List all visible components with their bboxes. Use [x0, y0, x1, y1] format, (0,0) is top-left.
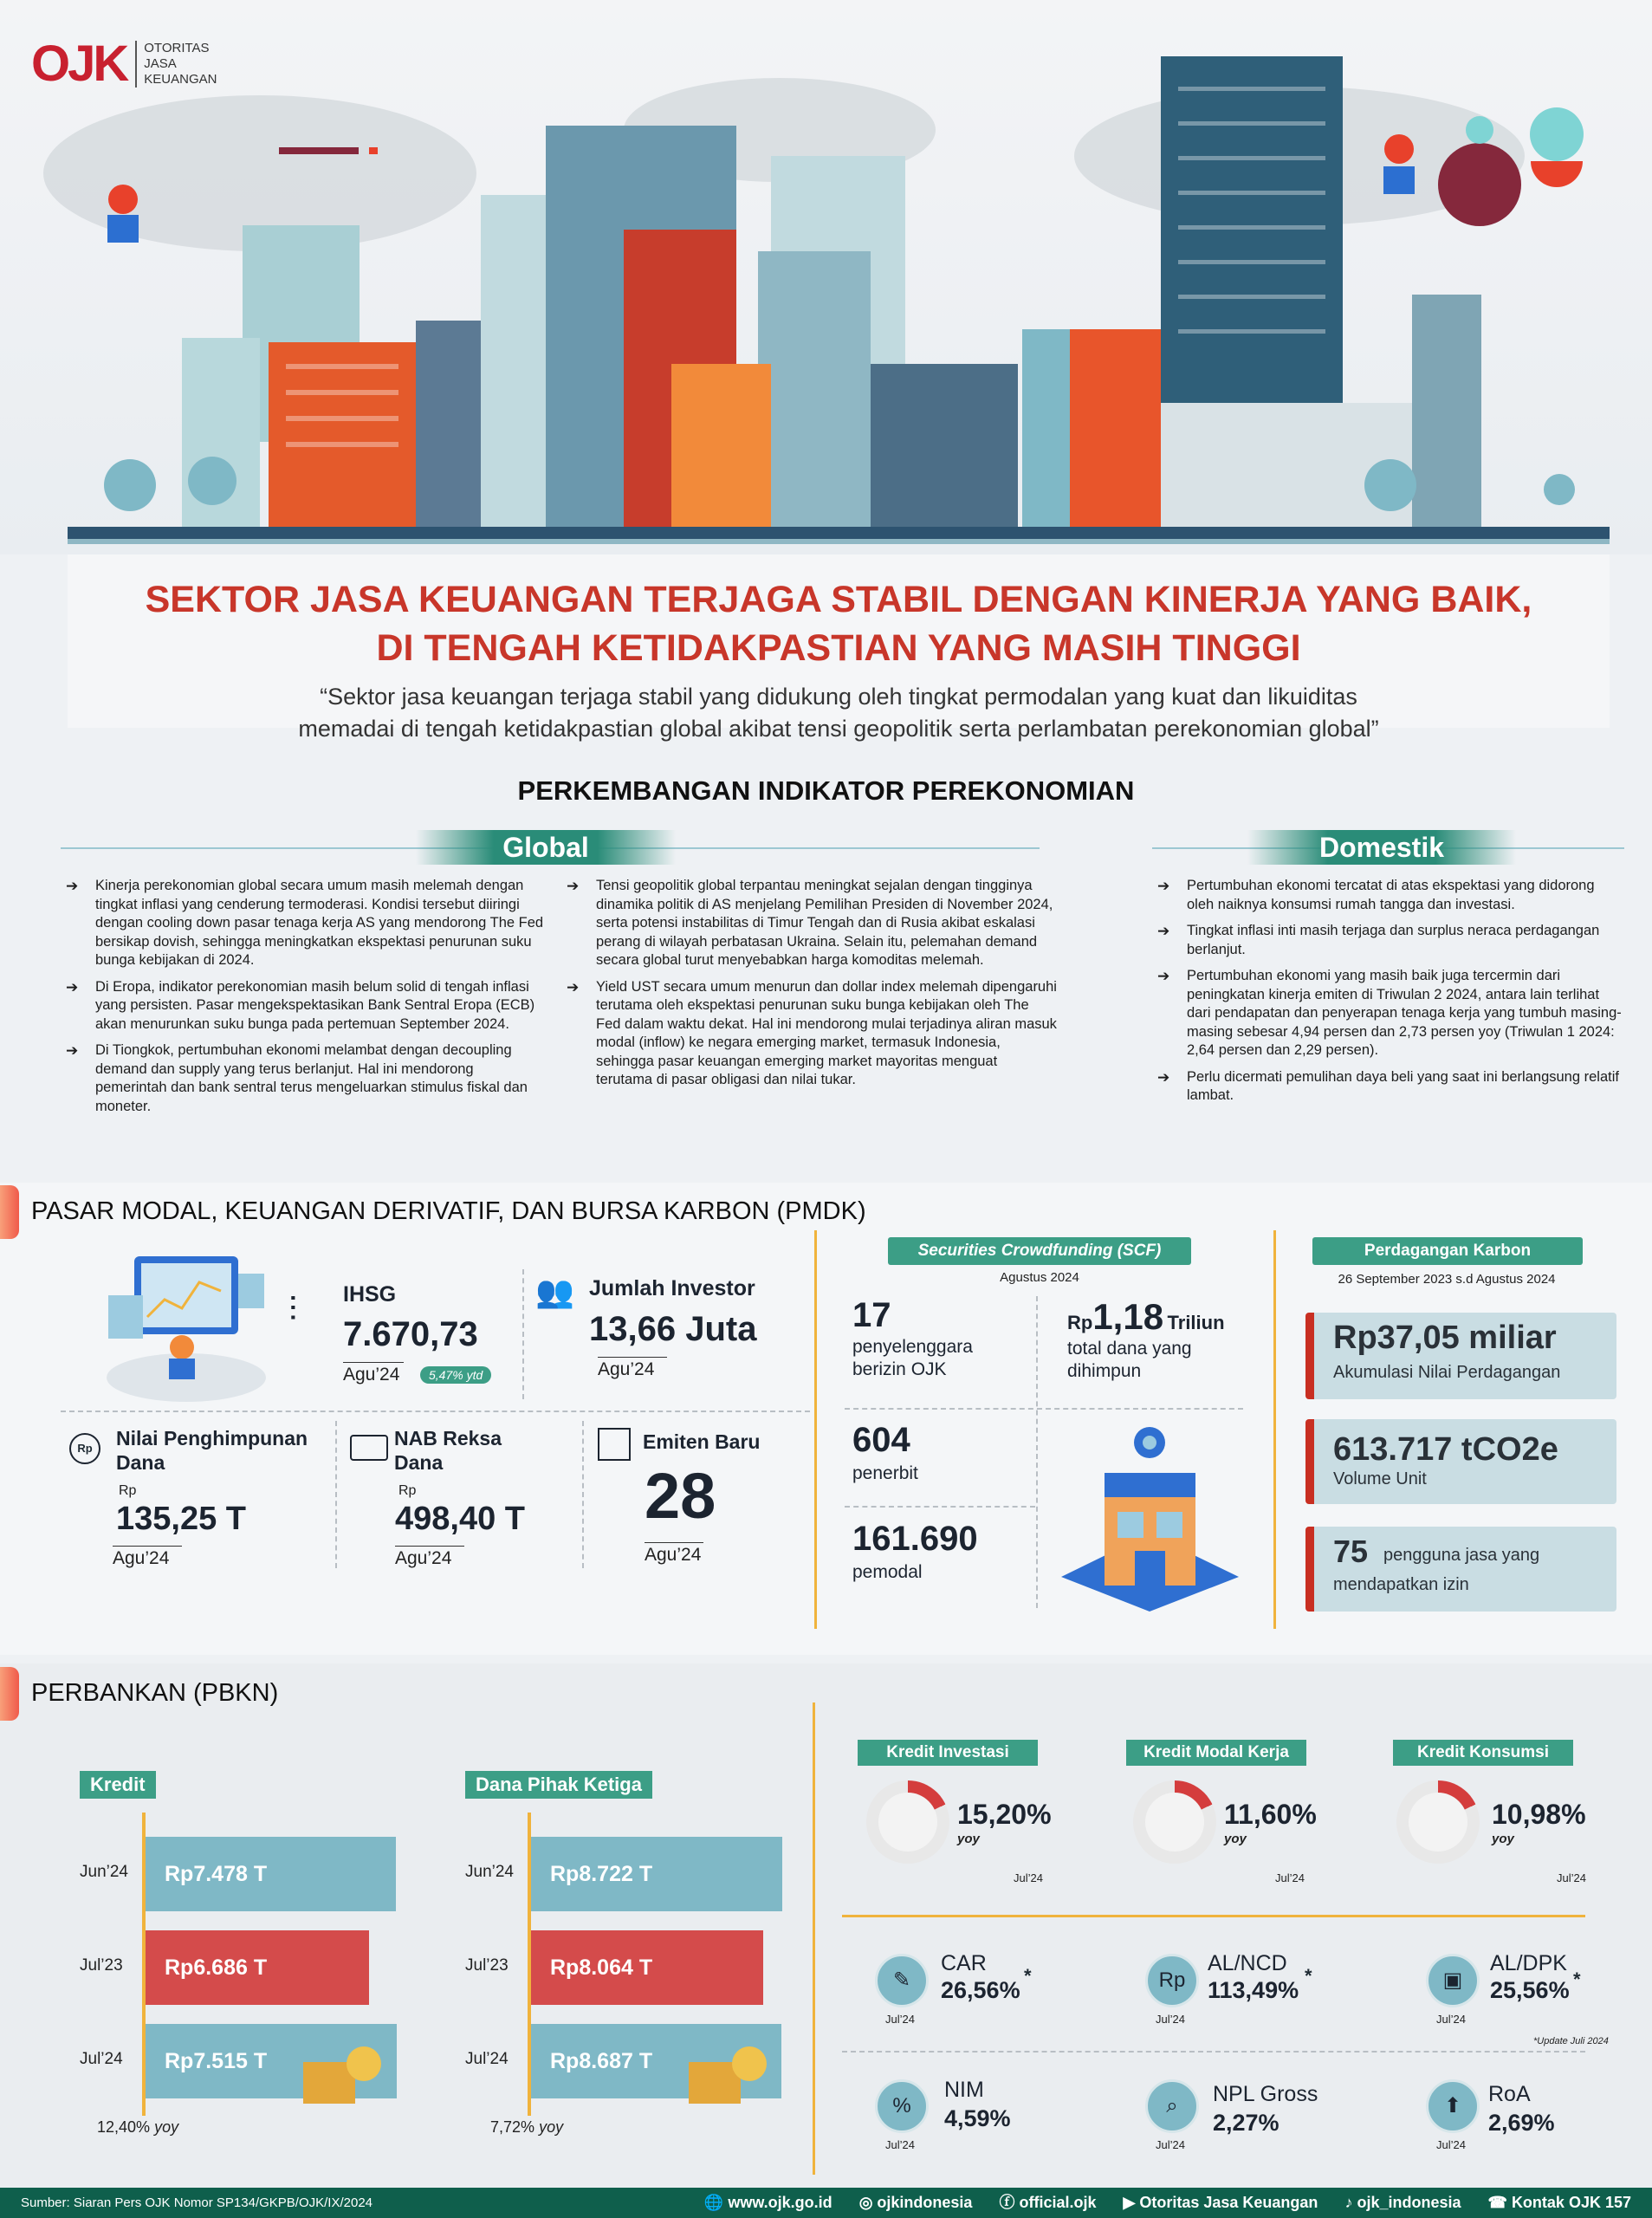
divider	[61, 1411, 810, 1412]
bullet-item: ➔ Yield UST secara umum menurun dan dollar index melemah dipengaruhi terutama oleh ekspektasi penurunan suku bunga kebijakan oleh The Fed dalam waktu dekat. Hal ini mendorong mulai terjadinya aliran masuk modal (inflow) ke negara emerging market, termasuk Indonesia, sehingga pasar keuangan emerging market mayoritas menguat terutama di pasar obligasi dan nilai tukar.	[563, 978, 1057, 1090]
update-note: *Update Juli 2024	[1533, 2036, 1609, 2046]
nim-label: NIM	[944, 2078, 984, 2102]
emiten-label: Emiten Baru	[643, 1430, 761, 1453]
penghimpunan-rp: Rp	[119, 1483, 137, 1498]
npl-gross-date: Jul’24	[1156, 2138, 1185, 2151]
scf-dana-desc: total dana yang dihimpun	[1067, 1339, 1192, 1381]
al-dpk-icon: ▣	[1426, 1954, 1480, 2007]
bullet-item: ➔ Tensi geopolitik global terpantau meningkat sejalan dengan tingginya dinamika politik di AS menjelang Pemilihan Presiden di November 2024, serta potensi instabilitas di Timur Tengah dan di Rusia akibat eskalasi perang di wilayah perbatasan Ukraina. Selain itu, pelemahan demand secara global turut menyebabkan harga komoditas melemah.	[563, 877, 1057, 970]
bullet-item: ➔ Perlu dicermati pemulihan daya beli yang saat ini berlangsung relatif lambat.	[1154, 1068, 1622, 1106]
scf-pemodal-num: 161.690	[852, 1520, 978, 1558]
page-title: SEKTOR JASA KEUANGAN TERJAGA STABIL DENGAN KINERJA YANG BAIK, DI TENGAH KETIDAKPASTIAN YANG MASIH TINGGI	[145, 579, 1532, 669]
tiktok-link[interactable]: ♪ ojk_indonesia	[1344, 2194, 1461, 2211]
scf-penyelenggara-num: 17	[852, 1296, 891, 1334]
npl-gross-label: NPL Gross	[1213, 2082, 1318, 2106]
dpk-bar: Rp8.722 T	[531, 1837, 782, 1911]
karbon-volume-card	[1305, 1419, 1616, 1504]
kredit-modal-kerja-value: 11,60%	[1224, 1799, 1317, 1830]
scf-pemodal-desc: pemodal	[852, 1562, 923, 1582]
penghimpunan-date: Agu’24	[113, 1546, 182, 1569]
global-column-2	[563, 877, 1057, 1098]
dpk-bar: Rp8.687 T	[531, 2024, 781, 2098]
nim-icon: %	[875, 2079, 929, 2133]
global-label: Global	[416, 830, 676, 865]
scf-dana: Rp1,18 Triliun	[1067, 1296, 1225, 1337]
bullet-item: ➔ Kinerja perekonomian global secara umum masih melemah dengan tingkat inflasi yang cenderung termoderasi. Kondisi tersebut diiringi dengan cooling down pasar tenaga kerja AS yang mendorong The Fed bersikap dovish, sehingga meningkatkan ekspektasi penurunan suku bunga kebijakan di 2024.	[62, 877, 547, 970]
candlestick-icon: ⫶	[288, 1291, 297, 1329]
penghimpunan-value: 135,25 T	[116, 1501, 246, 1537]
kredit-modal-kerja-date: Jul’24	[1275, 1871, 1305, 1884]
car-footnote-star: *	[1024, 1965, 1032, 1987]
nab-label: NAB Reksa Dana	[394, 1427, 502, 1474]
kredit-investasi-date: Jul’24	[1014, 1871, 1043, 1884]
roa-date: Jul’24	[1436, 2138, 1466, 2151]
ihsg-ytd-badge: 5,47% ytd	[420, 1366, 491, 1384]
divider	[1036, 1296, 1038, 1608]
ojk-logo-text: OTORITAS JASA KEUANGAN	[135, 41, 217, 88]
ojk-logo	[31, 35, 217, 93]
kredit-konsumsi-donut	[1396, 1780, 1480, 1864]
kredit-konsumsi-value: 10,98%	[1492, 1799, 1586, 1830]
investor-dashboard-illustration	[100, 1248, 269, 1404]
al-dpk-date: Jul’24	[1436, 2013, 1466, 2026]
headline-quote: “Sektor jasa keuangan terjaga stabil yang didukung oleh tingkat permodalan yang kuat dan likuiditas memadai di tengah ketidakpastian global akibat tensi geopolitik serta perlambatan perekonomian global”	[298, 684, 1379, 742]
karbon-pengguna-card	[1305, 1527, 1616, 1612]
gold-divider	[842, 1915, 1585, 1917]
npl-gross-value: 2,27%	[1213, 2110, 1279, 2136]
kredit-modal-kerja-yoy: yoy	[1224, 1832, 1247, 1846]
al-ncd-value: 113,49%	[1208, 1977, 1299, 2003]
penghimpunan-label: Nilai Penghimpunan Dana	[116, 1427, 308, 1474]
ihsg-date: Agu’24	[343, 1362, 404, 1385]
kredit-investasi-yoy: yoy	[957, 1832, 980, 1846]
bullet-item: ➔ Pertumbuhan ekonomi tercatat di atas ekspektasi yang didorong oleh naiknya konsumsi rumah tangga dan investasi.	[1154, 877, 1622, 914]
nab-value: 498,40 T	[395, 1501, 525, 1537]
gold-divider	[814, 1230, 817, 1629]
al-ncd-label: AL/NCD	[1208, 1951, 1287, 1975]
karbon-volume-value: 613.717 tCO2e	[1333, 1431, 1558, 1468]
kredit-yoy: 12,40% yoy	[97, 2118, 179, 2136]
dpk-period-label: Jul’23	[465, 1956, 509, 1975]
kredit-tag: Kredit	[80, 1771, 156, 1799]
al-dpk-label: AL/DPK	[1490, 1951, 1567, 1975]
divider	[842, 2051, 1585, 2053]
divider	[845, 1408, 1243, 1410]
karbon-volume-desc: Volume Unit	[1333, 1469, 1427, 1488]
gold-divider	[813, 1702, 815, 2175]
kredit-bar: Rp7.515 T	[146, 2024, 397, 2098]
roa-value: 2,69%	[1488, 2110, 1555, 2136]
divider	[522, 1269, 524, 1399]
kredit-period-label: Jul’24	[80, 2050, 123, 2068]
roa-icon: ⬆	[1426, 2079, 1480, 2133]
car-icon: ✎	[875, 1954, 929, 2007]
youtube-link[interactable]: ▶ Otoritas Jasa Keuangan	[1123, 2194, 1318, 2211]
al-dpk-footnote-star: *	[1573, 1968, 1581, 1990]
karbon-pengguna-desc1: pengguna jasa yang	[1383, 1546, 1540, 1565]
users-icon: 👥	[535, 1274, 574, 1309]
karbon-nilai-value: Rp37,05 miliar	[1333, 1320, 1557, 1356]
global-column-1	[62, 877, 547, 1124]
city-skyline-illustration	[0, 0, 1652, 554]
bullet-item: ➔ Di Tiongkok, pertumbuhan ekonomi melambat dengan decoupling demand dan supply yang terus berlanjut. Hal ini mendorong pemerintah dan bank sentral terus mengeluarkan stimulus fiskal dan moneter.	[62, 1041, 547, 1116]
cash-icon	[350, 1435, 388, 1461]
footer-bar	[0, 2188, 1652, 2218]
nim-date: Jul’24	[885, 2138, 915, 2151]
roa-label: RoA	[1488, 2082, 1531, 2106]
bullet-item: ➔ Tingkat inflasi inti masih terjaga dan surplus neraca perdagangan berlanjut.	[1154, 922, 1622, 959]
kredit-bar: Rp7.478 T	[146, 1837, 396, 1911]
kredit-modal-kerja-tag: Kredit Modal Kerja	[1126, 1740, 1306, 1766]
karbon-pengguna-desc2: mendapatkan izin	[1333, 1575, 1469, 1594]
dpk-tag: Dana Pihak Ketiga	[465, 1771, 652, 1799]
nab-rp: Rp	[398, 1483, 417, 1498]
scf-tag: Securities Crowdfunding (SCF)	[888, 1237, 1191, 1265]
coin-stack-illustration	[295, 2045, 390, 2105]
kredit-modal-kerja-donut	[1133, 1780, 1216, 1864]
source-note: Sumber: Siaran Pers OJK Nomor SP134/GKPB/OJK/IX/2024	[21, 2195, 373, 2210]
al-ncd-footnote-star: *	[1305, 1965, 1312, 1987]
car-value: 26,56%	[941, 1977, 1020, 2003]
indikator-heading: PERKEMBANGAN INDIKATOR PEREKONOMIAN	[517, 775, 1135, 806]
ihsg-label: IHSG	[343, 1282, 397, 1307]
car-label: CAR	[941, 1951, 987, 1975]
scf-penyelenggara-desc: penyelenggara berizin OJK	[852, 1337, 973, 1379]
contact-link[interactable]: ☎ Kontak OJK 157	[1487, 2194, 1631, 2211]
npl-gross-icon: ⌕	[1145, 2079, 1199, 2133]
website-link[interactable]: 🌐 www.ojk.go.id	[703, 2194, 832, 2211]
al-ncd-icon: Rp	[1145, 1954, 1199, 2007]
scf-penerbit-num: 604	[852, 1421, 910, 1459]
section-tab-marker	[0, 1667, 19, 1721]
kredit-konsumsi-yoy: yoy	[1492, 1832, 1514, 1846]
hero-illustration	[0, 0, 1652, 554]
domestik-column	[1154, 877, 1622, 1113]
ihsg-value: 7.670,73	[343, 1315, 478, 1353]
ojk-logo-mark: OJK	[31, 36, 127, 92]
karbon-nilai-card	[1305, 1313, 1616, 1399]
rupiah-coin-icon: Rp	[69, 1433, 100, 1464]
al-ncd-date: Jul’24	[1156, 2013, 1185, 2026]
scf-penerbit-desc: penerbit	[852, 1463, 918, 1483]
coin-stack-illustration	[680, 2045, 775, 2105]
nim-value: 4,59%	[944, 2105, 1011, 2131]
dpk-yoy: 7,72% yoy	[490, 2118, 564, 2136]
shop-building-illustration	[1053, 1421, 1247, 1616]
kredit-investasi-value: 15,20%	[957, 1799, 1052, 1830]
scf-period: Agustus 2024	[1000, 1270, 1079, 1285]
karbon-period: 26 September 2023 s.d Agustus 2024	[1338, 1272, 1556, 1287]
bullet-item: ➔ Pertumbuhan ekonomi yang masih baik juga tercermin dari peningkatan kinerja emiten di Triwulan 2 2024, antara lain terlihat dari pendapatan dan penyerapan tenaga kerja yang tumbuh masing-masing sebesar 4,94 persen dan 2,73 persen yoy (Triwulan 1 2024: 2,64 persen dan 2,29 persen).	[1154, 967, 1622, 1060]
al-dpk-value: 25,56%	[1490, 1977, 1570, 2003]
divider	[582, 1421, 584, 1568]
investor-label: Jumlah Investor	[589, 1276, 755, 1300]
investor-value: 13,66 Juta	[589, 1310, 757, 1348]
nab-date: Agu’24	[395, 1546, 464, 1569]
section-tab-marker	[0, 1185, 19, 1239]
karbon-pengguna-value: 75	[1333, 1534, 1369, 1569]
emiten-value: 28	[645, 1460, 716, 1532]
karbon-tag: Perdagangan Karbon	[1312, 1237, 1583, 1265]
gold-divider	[1273, 1230, 1276, 1629]
divider	[845, 1506, 1035, 1508]
facebook-link[interactable]: ⓕ official.ojk	[999, 2194, 1097, 2211]
kredit-period-label: Jun’24	[80, 1863, 128, 1881]
bullet-item: ➔ Di Eropa, indikator perekonomian masih belum solid di tengah inflasi yang persisten. Pasar mengekspektasikan Bank Sentral Eropa (ECB) akan menurunkan suku bunga pada pertemuan September 2024.	[62, 978, 547, 1034]
car-date: Jul’24	[885, 2013, 915, 2026]
emiten-date: Agu’24	[645, 1542, 703, 1566]
divider	[335, 1421, 337, 1568]
kredit-investasi-donut	[866, 1780, 949, 1864]
karbon-nilai-desc: Akumulasi Nilai Perdagangan	[1333, 1363, 1561, 1382]
kredit-investasi-tag: Kredit Investasi	[858, 1740, 1038, 1766]
footer-links	[682, 2188, 1631, 2218]
kredit-konsumsi-tag: Kredit Konsumsi	[1393, 1740, 1573, 1766]
title-block	[68, 554, 1610, 742]
building-icon	[598, 1428, 631, 1461]
kredit-period-label: Jul’23	[80, 1956, 123, 1975]
investor-date: Agu’24	[598, 1357, 667, 1380]
dpk-period-label: Jul’24	[465, 2050, 509, 2068]
kredit-konsumsi-date: Jul’24	[1557, 1871, 1586, 1884]
domestik-label: Domestik	[1247, 830, 1516, 865]
kredit-bar: Rp6.686 T	[146, 1930, 369, 2005]
instagram-x-link[interactable]: ◎ ojkindonesia	[858, 2194, 973, 2211]
dpk-bar: Rp8.064 T	[531, 1930, 763, 2005]
dpk-period-label: Jun’24	[465, 1863, 514, 1881]
